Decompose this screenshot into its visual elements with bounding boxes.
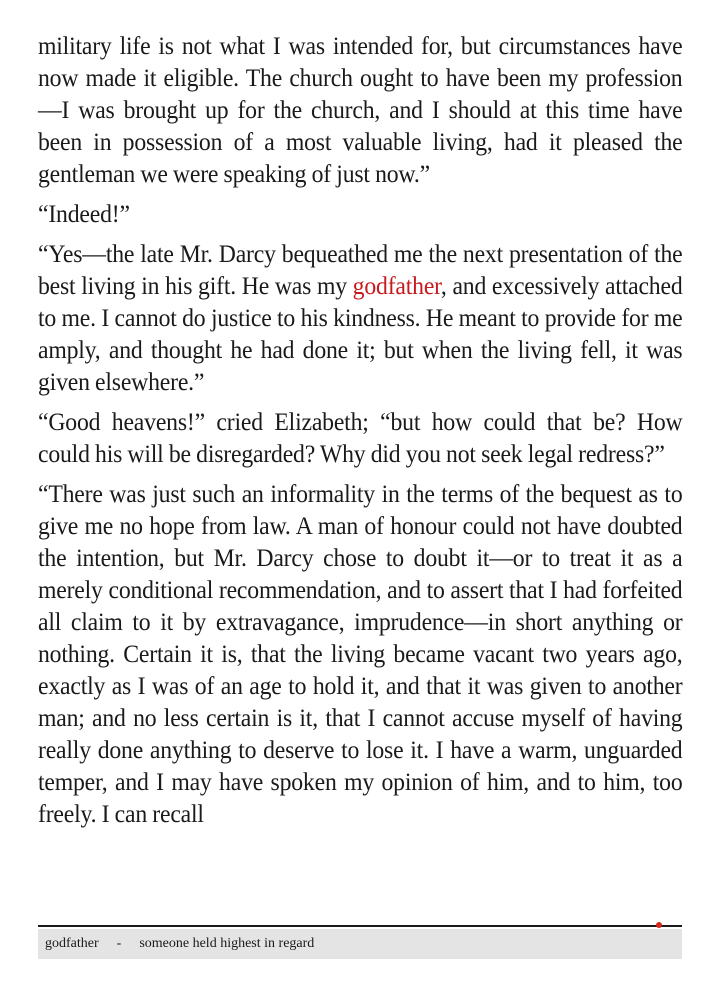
reading-progress-fill	[38, 925, 659, 927]
paragraph-5: “There was just such an informality in the terms of the bequest as to give me no hope from law. A man of honour could not have doubted the intention, but Mr. Darcy chose to doubt it—or to treat it as a merely conditional recommendation, and to assert that I had forfeited all claim to it by extravagance, imprudence—in short anything or nothing. Certain it is, that the living became vacant two years ago, exactly as I was of an age to hold it, and that it was given to another man; and no less certain is it, that I cannot accuse myself of having really done anything to deserve to lose it. I have a warm, unguarded temper, and I may have spoken my opinion of him, and to him, too freely. I can recall	[38, 479, 683, 828]
reading-pane	[38, 30, 683, 838]
paragraph-3-after: , and excessively attached to me. I cannot do justice to his kindness. He meant to provide for me amply, and thought he had done it; but when the living fell, it was given elsewhere.”	[38, 271, 683, 396]
progress-marker-icon[interactable]	[656, 922, 662, 928]
paragraph-1: military life is not what I was intended for, but circumstances have now made it eligible. The church ought to have been my profession—I was brought up for the church, and I should at this time have been in possession of a most valuable living, had it pleased the gentleman we were speaking of just now.”	[38, 31, 683, 188]
glossary-separator: -	[116, 936, 122, 951]
paragraph-4: “Good heavens!” cried Elizabeth; “but how could that be? How could his will be disregarded? Why did you not seek legal redress?”	[38, 407, 683, 468]
paragraph-2: “Indeed!”	[38, 199, 130, 228]
glossary-term: godfather	[45, 936, 99, 951]
glossary-bar	[38, 929, 682, 959]
paragraph-3	[38, 238, 682, 398]
reading-progress-bar[interactable]	[38, 925, 682, 927]
highlighted-term[interactable]: godfather	[352, 271, 441, 300]
glossary-definition: someone held highest in regard	[139, 936, 315, 951]
paragraph-3-before: “Yes—the late Mr. Darcy bequeathed me the next presentation of the best living in his gift. He was my	[38, 239, 683, 300]
